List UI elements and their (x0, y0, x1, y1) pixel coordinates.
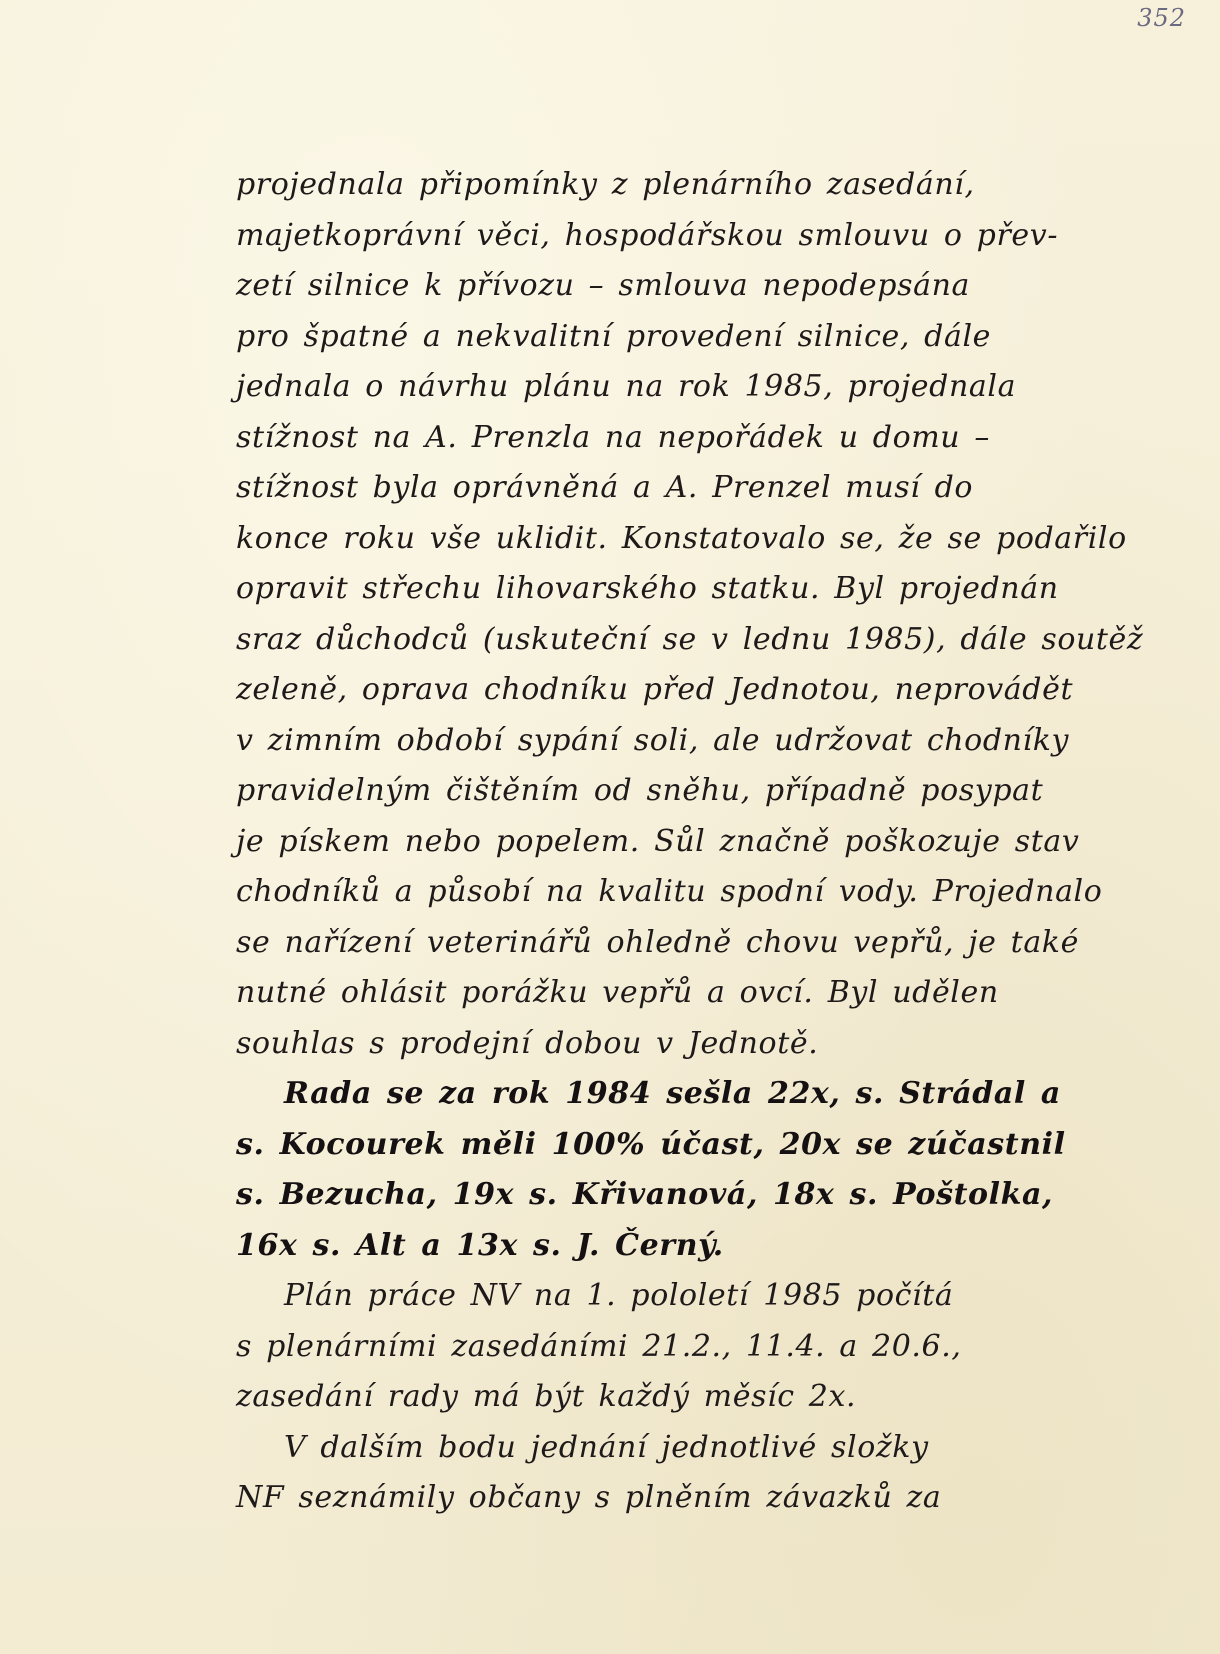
text-line: nutné ohlásit porážku vepřů a ovcí. Byl udělen (236, 975, 999, 1010)
text-line: jednala o návrhu plánu na rok 1985, projednala (236, 369, 1017, 404)
text-line: souhlas s prodejní dobou v Jednotě. (236, 1025, 819, 1061)
text-line: NF seznámily občany s plněním závazků za (236, 1480, 942, 1515)
page-number: 352 (1137, 4, 1186, 32)
text-line: zeleně, oprava chodníku před Jednotou, neprovádět (236, 672, 1074, 707)
text-line: chodníků a působí na kvalitu spodní vody. Projednalo (236, 874, 1103, 909)
text-line: opravit střechu lihovarského statku. Byl projednán (236, 571, 1059, 606)
text-line: s plenárními zasedáními 21.2., 11.4. a 20.6., (236, 1328, 962, 1364)
text-line: pravidelným čištěním od sněhu, případně posypat (236, 773, 1044, 808)
text-line: se nařízení veterinářů ohledně chovu vepřů, je také (236, 924, 1079, 960)
text-line: Rada se za rok 1984 sešla 22x, s. Strádal a (284, 1076, 1061, 1111)
text-line: sraz důchodců (uskuteční se v lednu 1985), dále soutěž (236, 621, 1144, 657)
text-line: 16x s. Alt a 13x s. J. Černý. (236, 1227, 724, 1263)
text-line: V dalším bodu jednání jednotlivé složky (284, 1429, 929, 1465)
text-line: zetí silnice k přívozu – smlouva nepodepsána (236, 268, 970, 303)
text-line: konce roku vše uklidit. Konstatovalo se, že se podařilo (236, 520, 1127, 556)
text-line: stížnost byla oprávněná a A. Prenzel musí do (236, 470, 974, 505)
text-line: s. Bezucha, 19x s. Křivanová, 18x s. Poštolka, (236, 1177, 1054, 1212)
text-line: s. Kocourek měli 100% účast, 20x se zúčastnil (236, 1126, 1066, 1162)
text-line: je pískem nebo popelem. Sůl značně poškozuje stav (236, 823, 1080, 859)
text-line: pro špatné a nekvalitní provedení silnice, dále (236, 318, 991, 354)
text-line: stížnost na A. Prenzla na nepořádek u domu – (236, 419, 990, 455)
text-line: v zimním období sypání soli, ale udržovat chodníky (236, 722, 1070, 758)
handwritten-text-block (236, 160, 1144, 1524)
text-line: majetkoprávní věci, hospodářskou smlouvu o přev- (236, 217, 1059, 253)
text-line: zasedání rady má být každý měsíc 2x. (236, 1379, 857, 1414)
text-line: projednala připomínky z plenárního zasedání, (236, 167, 975, 202)
text-line: Plán práce NV na 1. pololetí 1985 počítá (284, 1278, 954, 1313)
